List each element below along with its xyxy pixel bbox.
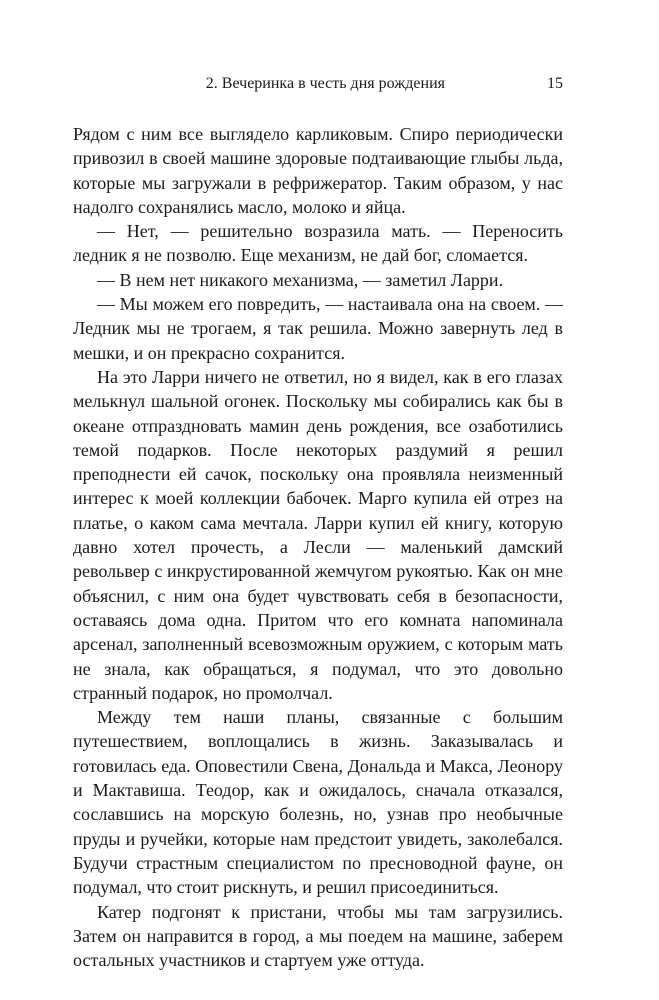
running-header — [73, 68, 563, 100]
book-page — [73, 68, 563, 972]
page-number: 15 — [547, 75, 563, 92]
paragraph: — Нет, — решительно возразила мать. — Переносить ледник я не позволю. Еще механизм, не дай бог, сломается. — [73, 221, 563, 266]
paragraph: — Мы можем его повредить, — настаивала она на своем. — Ледник мы не трогаем, я так решила. Можно завернуть лед в мешки, и он прекрасно сохранится. — [73, 294, 563, 363]
paragraph: — В нем нет никакого механизма, — заметил Ларри. — [97, 269, 504, 290]
paragraph: Катер подгонят к пристани, чтобы мы там загрузились. Затем он направится в город, а мы поедем на машине, заберем остальных участников и стартуем уже оттуда. — [73, 901, 563, 971]
body-text — [73, 122, 563, 972]
paragraph: Рядом с ним все выглядело карликовым. Спиро периодически привозил в своей машине здоровые подтаивающие глыбы льда, которые мы загружали в рефрижератор. Таким образом, у нас надолго сохранялись масло, молоко и яйца. — [73, 124, 563, 217]
paragraph: Между тем наши планы, связанные с большим путешествием, воплощались в жизнь. Заказывалась и готовилась еда. Оповестили Свена, Дональда и Макса, Леонору и Мактавиша. Теодор, как и ожидалось, сначала отказался, сославшись на морскую болезнь, но, узнав про необычные пруды и ручейки, которые нам предстоит увидеть, заколебался. Будучи страстным специалистом по пресноводной фауне, он подумал, что стоит рискнуть, и решил присоединиться. — [73, 707, 563, 898]
paragraph: На это Ларри ничего не ответил, но я видел, как в его глазах мелькнул шальной огонек. Поскольку мы собирались как бы в океане отпраздновать мамин день рождения, все озаботились темой подарков. После некоторых раздумий я решил преподнести ей сачок, поскольку она проявляла неизменный интерес к моей коллекции бабочек. Марго купила ей отрез на платье, о каком сама мечтала. Ларри купил ей книгу, которую давно хотел прочесть, а Лесли — маленький дамский револьвер с инкрустированной жемчугом рукоятью. Как он мне объяснил, с ним она будет чувствовать себя в безопасности, оставаясь дома одна. Притом что его комната напоминала арсенал, заполненный всевозможным оружием, с которым мать не знала, как обращаться, я подумал, что это довольно странный подарок, но промолчал. — [73, 366, 563, 703]
chapter-title: 2. Вечеринка в честь дня рождения — [205, 75, 445, 92]
